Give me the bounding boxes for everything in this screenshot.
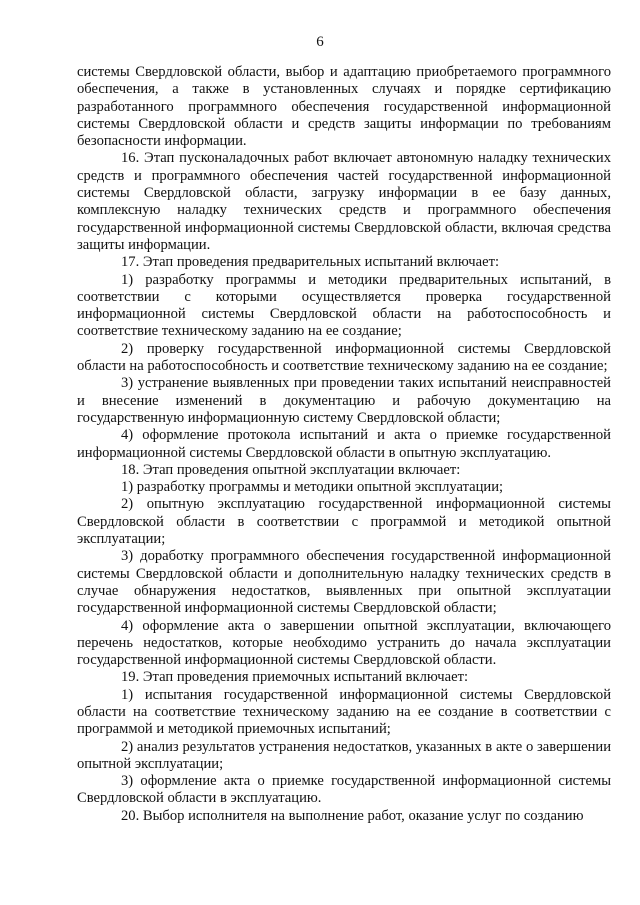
paragraph-17-subitem-2: 2) проверку государственной информационной системы Свердловской области на работоспособность и соответствие техническому заданию на ее создание; (77, 340, 611, 375)
paragraph-19-subitem-2: 2) анализ результатов устранения недостатков, указанных в акте о завершении опытной эксплуатации; (77, 738, 611, 772)
paragraph-17-subitem-1: 1) разработку программы и методики предварительных испытаний, в соответствии с которыми осуществляется проверка государственной информационной системы Свердловской области на работоспособность и соответствие техническому заданию на ее создание; (77, 271, 611, 340)
paragraph-18-subitem-2: 2) опытную эксплуатацию государственной информационной системы Свердловской области в соответствии с программой и методикой опытной эксплуатации; (77, 496, 611, 548)
paragraph-item-17: 17. Этап проведения предварительных испытаний включает: (121, 254, 500, 271)
page-number: 6 (316, 34, 324, 50)
paragraph-item-18: 18. Этап проведения опытной эксплуатации включает: (121, 461, 461, 478)
paragraph-item-16: 16. Этап пусконаладочных работ включает автономную наладку технических средств и программного обеспечения частей государственной информационной системы Свердловской области, загрузку информации в ее базу данных, комплексную наладку технических средств и программного обеспечения государственной информационной системы Свердловской области, включая средства защиты информации. (77, 150, 611, 253)
paragraph-item-20: 20. Выбор исполнителя на выполнение работ, оказание услуг по созданию (121, 807, 584, 824)
document-body (77, 64, 611, 825)
paragraph-18-subitem-3: 3) доработку программного обеспечения государственной информационной системы Свердловской области и дополнительную наладку технических средств в случае обнаружения недостатков, выявленных при опытной эксплуатации государственной информационной системы Свердловской области; (77, 548, 611, 617)
paragraph-17-subitem-4: 4) оформление протокола испытаний и акта о приемке государственной информационной системы Свердловской области в опытную эксплуатацию. (77, 427, 611, 461)
paragraph-19-subitem-3: 3) оформление акта о приемке государственной информационной системы Свердловской области в эксплуатацию. (77, 773, 611, 807)
paragraph-19-subitem-1: 1) испытания государственной информационной системы Свердловской области на соответствие техническому заданию на ее создание в соответствии с программой и методикой приемочных испытаний; (77, 686, 611, 738)
paragraph-17-subitem-3: 3) устранение выявленных при проведении таких испытаний неисправностей и внесение изменений в документацию и рабочую документацию на государственную информационную систему Свердловской области; (77, 375, 611, 426)
paragraph-item-19: 19. Этап проведения приемочных испытаний включает: (121, 669, 469, 686)
paragraph-18-subitem-4: 4) оформление акта о завершении опытной эксплуатации, включающего перечень недостатков, которые необходимо устранить до начала эксплуатации государственной информационной системы Свердловской области. (77, 617, 611, 669)
paragraph-continuation: системы Свердловской области, выбор и адаптацию приобретаемого программного обеспечения, а также в установленных случаях и порядке сертификацию разработанного программного обеспечения государственной информационной системы Свердловской области и средств защиты информации по требованиям безопасности информации. (77, 64, 611, 150)
paragraph-18-subitem-1: 1) разработку программы и методики опытной эксплуатации; (121, 479, 504, 496)
